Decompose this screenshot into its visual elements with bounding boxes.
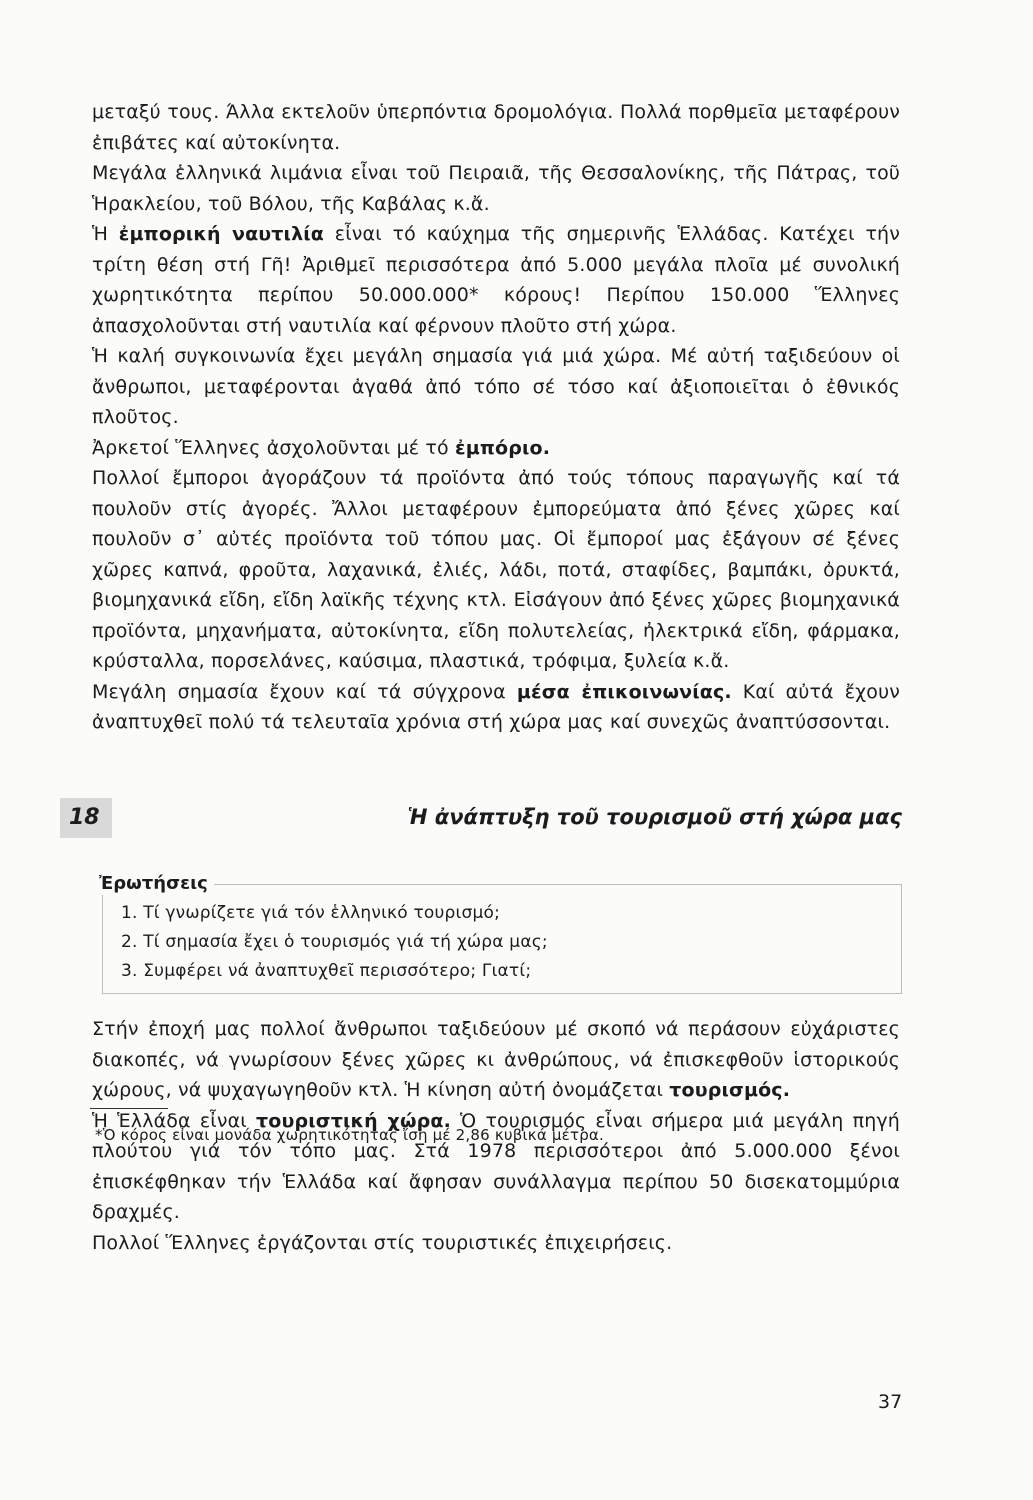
text-run: Ἀρκετοί Ἕλληνες ἀσχολοῦνται μέ τό	[92, 436, 455, 459]
text-run: Στήν ἐποχή μας πολλοί ἄνθρωποι ταξιδεύουν μέ σκοπό νά περάσουν εὐχάριστες διακοπές, νά γνωρίσουν ξένες χῶρες κι ἀνθρώπους, νά ἐπισκεφθοῦν ἱστορικούς χώρους, νά ψυχαγωγηθοῦν κτλ. Ἡ κίνηση αὐτή ὀνομάζεται	[92, 1018, 900, 1101]
lesson-title: Ἡ ἀνάπτυξη τοῦ τουρισμοῦ στή χώρα μας	[407, 805, 902, 829]
top-section	[92, 97, 900, 738]
paragraph-merchants: Πολλοί ἔμποροι ἀγοράζουν τά προϊόντα ἀπό τούς τόπους παραγωγῆς καί τά πουλοῦν στίς ἀγορές. Ἄλλοι μεταφέρουν ἐμπορεύματα ἀπό ξένες χῶρες καί πουλοῦν σ᾽ αὐτές προϊόντα τοῦ τόπου μας. Οἱ ἔμποροί μας ἐξάγουν σέ ξένες χῶρες καπνά, φροῦτα, λαχανικά, ἐλιές, λάδι, ποτά, σταφίδες, βαμπάκι, ὀρυκτά, βιομηχανικά εἴδη, εἴδη λαϊκῆς τέχνης κτλ. Εἰσάγουν ἀπό ξένες χῶρες βιομηχανικά προϊόντα, μηχανήματα, αὐτοκίνητα, εἴδη πολυτελείας, ἠλεκτρικά εἴδη, φάρμακα, κρύσταλλα, πορσελάνες, καύσιμα, πλαστικά, τρόφιμα, ξυλεία κ.ἄ.	[92, 467, 900, 672]
paragraph-merchant-shipping	[92, 219, 900, 341]
question-item: 3. Συμφέρει νά ἀναπτυχθεῖ περισσότερο; Γιατί;	[121, 961, 532, 981]
footnote: *Ὁ κόρος εἶναι μονάδα χωρητικότητας ἴση μέ 2,86 κυβικά μέτρα.	[95, 1126, 604, 1144]
lesson-number: 18	[60, 798, 112, 838]
questions-box	[99, 873, 902, 994]
text-run: Μεγάλη σημασία ἔχουν καί τά σύγχρονα	[92, 680, 517, 703]
questions-list	[121, 899, 548, 986]
paragraph-communication	[92, 677, 900, 738]
bold-term: ἐμπόριο.	[454, 436, 551, 459]
bold-term: ἐμπορική ναυτιλία	[118, 223, 325, 245]
paragraph-trade	[92, 433, 900, 464]
page-number: 37	[878, 1391, 903, 1413]
paragraph-ships: μεταξύ τους. Άλλα εκτελοῦν ὑπερπόντια δρομολόγια. Πολλά πορθμεῖα μεταφέρουν ἐπιβάτες καί αὐτοκίνητα.	[92, 101, 900, 154]
question-item: 2. Τί σημασία ἔχει ὁ τουρισμός γιά τή χώρα μας;	[121, 932, 548, 952]
paragraph-tourism	[92, 1014, 900, 1106]
bold-term: τουρισμός.	[669, 1079, 791, 1101]
text-run: εἶναι τό καύχημα τῆς σημερινῆς Ἑλλάδας. Κατέχει τήν τρίτη θέση στή Γῆ! Ἀριθμεῖ περισσότερα ἀπό 5.000 μεγάλα πλοῖα μέ συνολική χωρητικότητα περίπου 50.000.000* κόρους! Περίπου 150.000 Ἕλληνες ἀπασχολοῦνται στή ναυτιλία καί φέρνουν πλοῦτο στή χώρα.	[92, 223, 900, 337]
lesson-header	[60, 798, 902, 838]
text-run: Ἡ Ἑλλάδα εἶναι	[92, 1109, 256, 1132]
footnote-rule	[90, 1108, 168, 1109]
paragraph-employment: Πολλοί Ἕλληνες ἐργάζονται στίς τουριστικές ἐπιχειρήσεις.	[92, 1231, 673, 1254]
bold-term: μέσα ἐπικοινωνίας.	[516, 680, 732, 703]
text-run: Ὁ τουρισμός εἶναι σήμερα μιά μεγάλη πηγή πλούτου γιά τόν τόπο μας. Στά 1978 περισσότεροι ἀπό 5.000.000 ξένοι ἐπισκέφθηκαν τήν Ἑλλάδα καί ἄφησαν συνάλλαγμα περίπου 50 δισεκατομμύρια δραχμές.	[92, 1109, 900, 1223]
question-item: 1. Τί γνωρίζετε γιά τόν ἑλληνικό τουρισμό;	[121, 903, 501, 923]
text-run: Καί αὐτά ἔχουν ἀναπτυχθεῖ πολύ τά τελευταῖα χρόνια στή χώρα μας καί συνεχῶς ἀναπτύσσονται.	[92, 680, 900, 733]
bold-term: τουριστική χώρα.	[255, 1109, 451, 1132]
paragraph-transport: Ἡ καλή συγκοινωνία ἔχει μεγάλη σημασία γιά μιά χώρα. Μέ αὐτή ταξιδεύουν οἱ ἄνθρωποι, μεταφέρονται ἀγαθά ἀπό τόπο σέ τόσο καί ἀξιοποιεῖται ὁ ἐθνικός πλοῦτος.	[92, 345, 900, 428]
questions-title: Ἐρωτήσεις	[93, 873, 214, 895]
text-run: Ἡ	[92, 223, 119, 245]
paragraph-ports: Μεγάλα ἑλληνικά λιμάνια εἶναι τοῦ Πειραιᾶ, τῆς Θεσσαλονίκης, τῆς Πάτρας, τοῦ Ἡρακλείου, τοῦ Βόλου, τῆς Καβάλας κ.ἄ.	[92, 162, 900, 215]
